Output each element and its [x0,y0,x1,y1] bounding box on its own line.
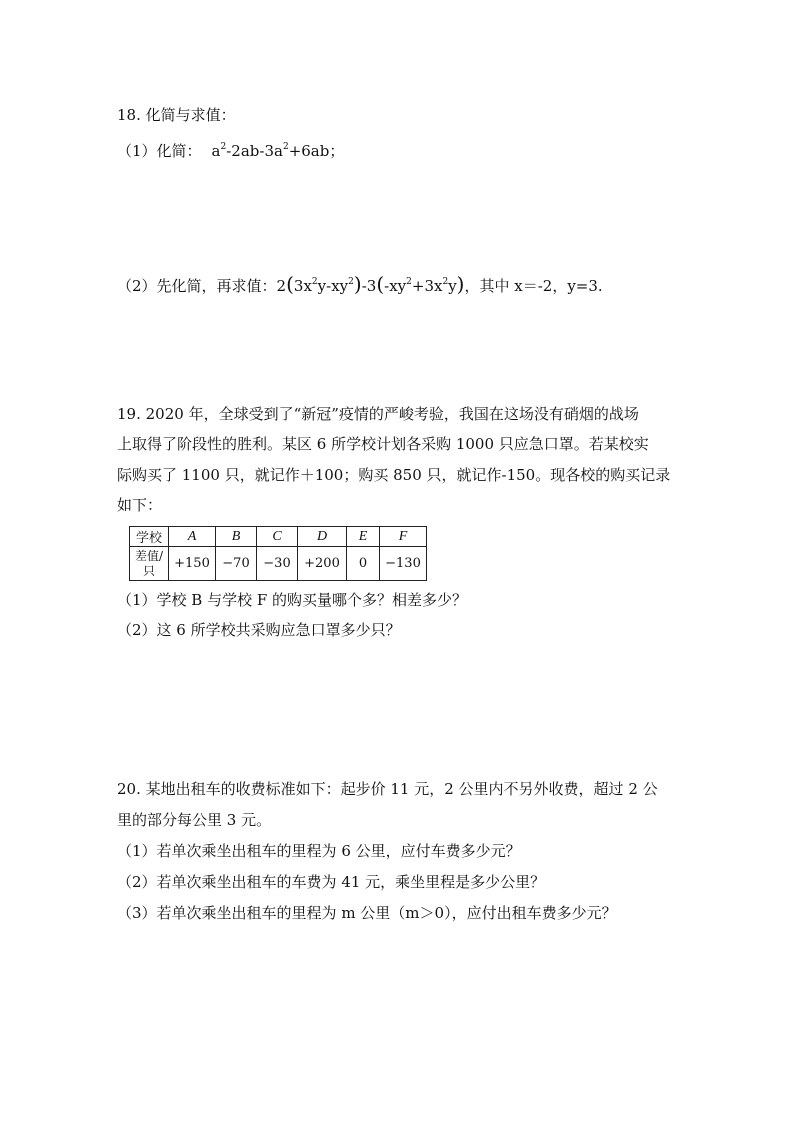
q20-line2: 里的部分每公里 3 元。 [117,811,272,829]
q19-line2: 上取得了阶段性的胜利。某区 6 所学校计划各采购 1000 只应急口罩。若某校实 [117,435,649,453]
q18-part1-expression: $a^2-2ab-3a^2+6ab$； [211,142,345,160]
q18-part2 [117,274,603,296]
q19-line1: 19. 2020 年，全球受到了“新冠”疫情的严峻考验，我国在这场没有硝烟的战场 [117,405,639,423]
table-school-a: A [169,527,216,547]
table-cell: −130 [380,547,427,581]
table-cell: 0 [347,547,380,581]
table-cell: +150 [169,547,216,581]
q19-line4: 如下： [117,496,163,514]
q20-sub1: （1）若单次乘坐出租车的里程为 6 公里，应付车费多少元？ [117,842,521,860]
table-school-b: B [216,527,257,547]
q20-sub2: （2）若单次乘坐出租车的车费为 41 元，乘坐里程是多少公里？ [117,873,546,891]
table-cell: −70 [216,547,257,581]
table-cell: +200 [298,547,347,581]
table-cell: −30 [257,547,298,581]
q19-line3: 际购买了 1100 只，就记作＋100；购买 850 只，就记作-150。现各校的购买记录 [117,466,671,484]
table-header-label: 学校 [130,527,169,547]
q18-title: 18. 化简与求值： [117,106,236,124]
q19-sub2: （2）这 6 所学校共采购应急口罩多少只？ [117,621,401,639]
table-school-d: D [298,527,347,547]
table-school-c: C [257,527,298,547]
q18-part2-expression: $2(3x^2y-xy^2)-3(-xy^2+3x^2y)$，其中 x＝-2，y=3. [276,272,603,296]
q18-part1-prefix: （1）化简： [117,142,202,160]
q18-part1 [117,141,344,161]
table-row-label: 差值/ 只 [130,547,169,581]
q18-part2-prefix: （2）先化简，再求值： [117,277,277,295]
q20-sub3: （3）若单次乘坐出租车的里程为 m 公里（m＞0），应付出租车费多少元？ [117,904,617,922]
table-school-f: F [380,527,427,547]
table-value-row [130,547,427,581]
q20-line1: 20. 某地出租车的收费标准如下：起步价 11 元，2 公里内不另外收费，超过 2 公 [117,780,658,798]
purchase-record-table [129,526,427,581]
q19-sub1: （1）学校 B 与学校 F 的购买量哪个多？相差多少？ [117,591,468,609]
table-school-e: E [347,527,380,547]
table-header-row [130,527,427,547]
